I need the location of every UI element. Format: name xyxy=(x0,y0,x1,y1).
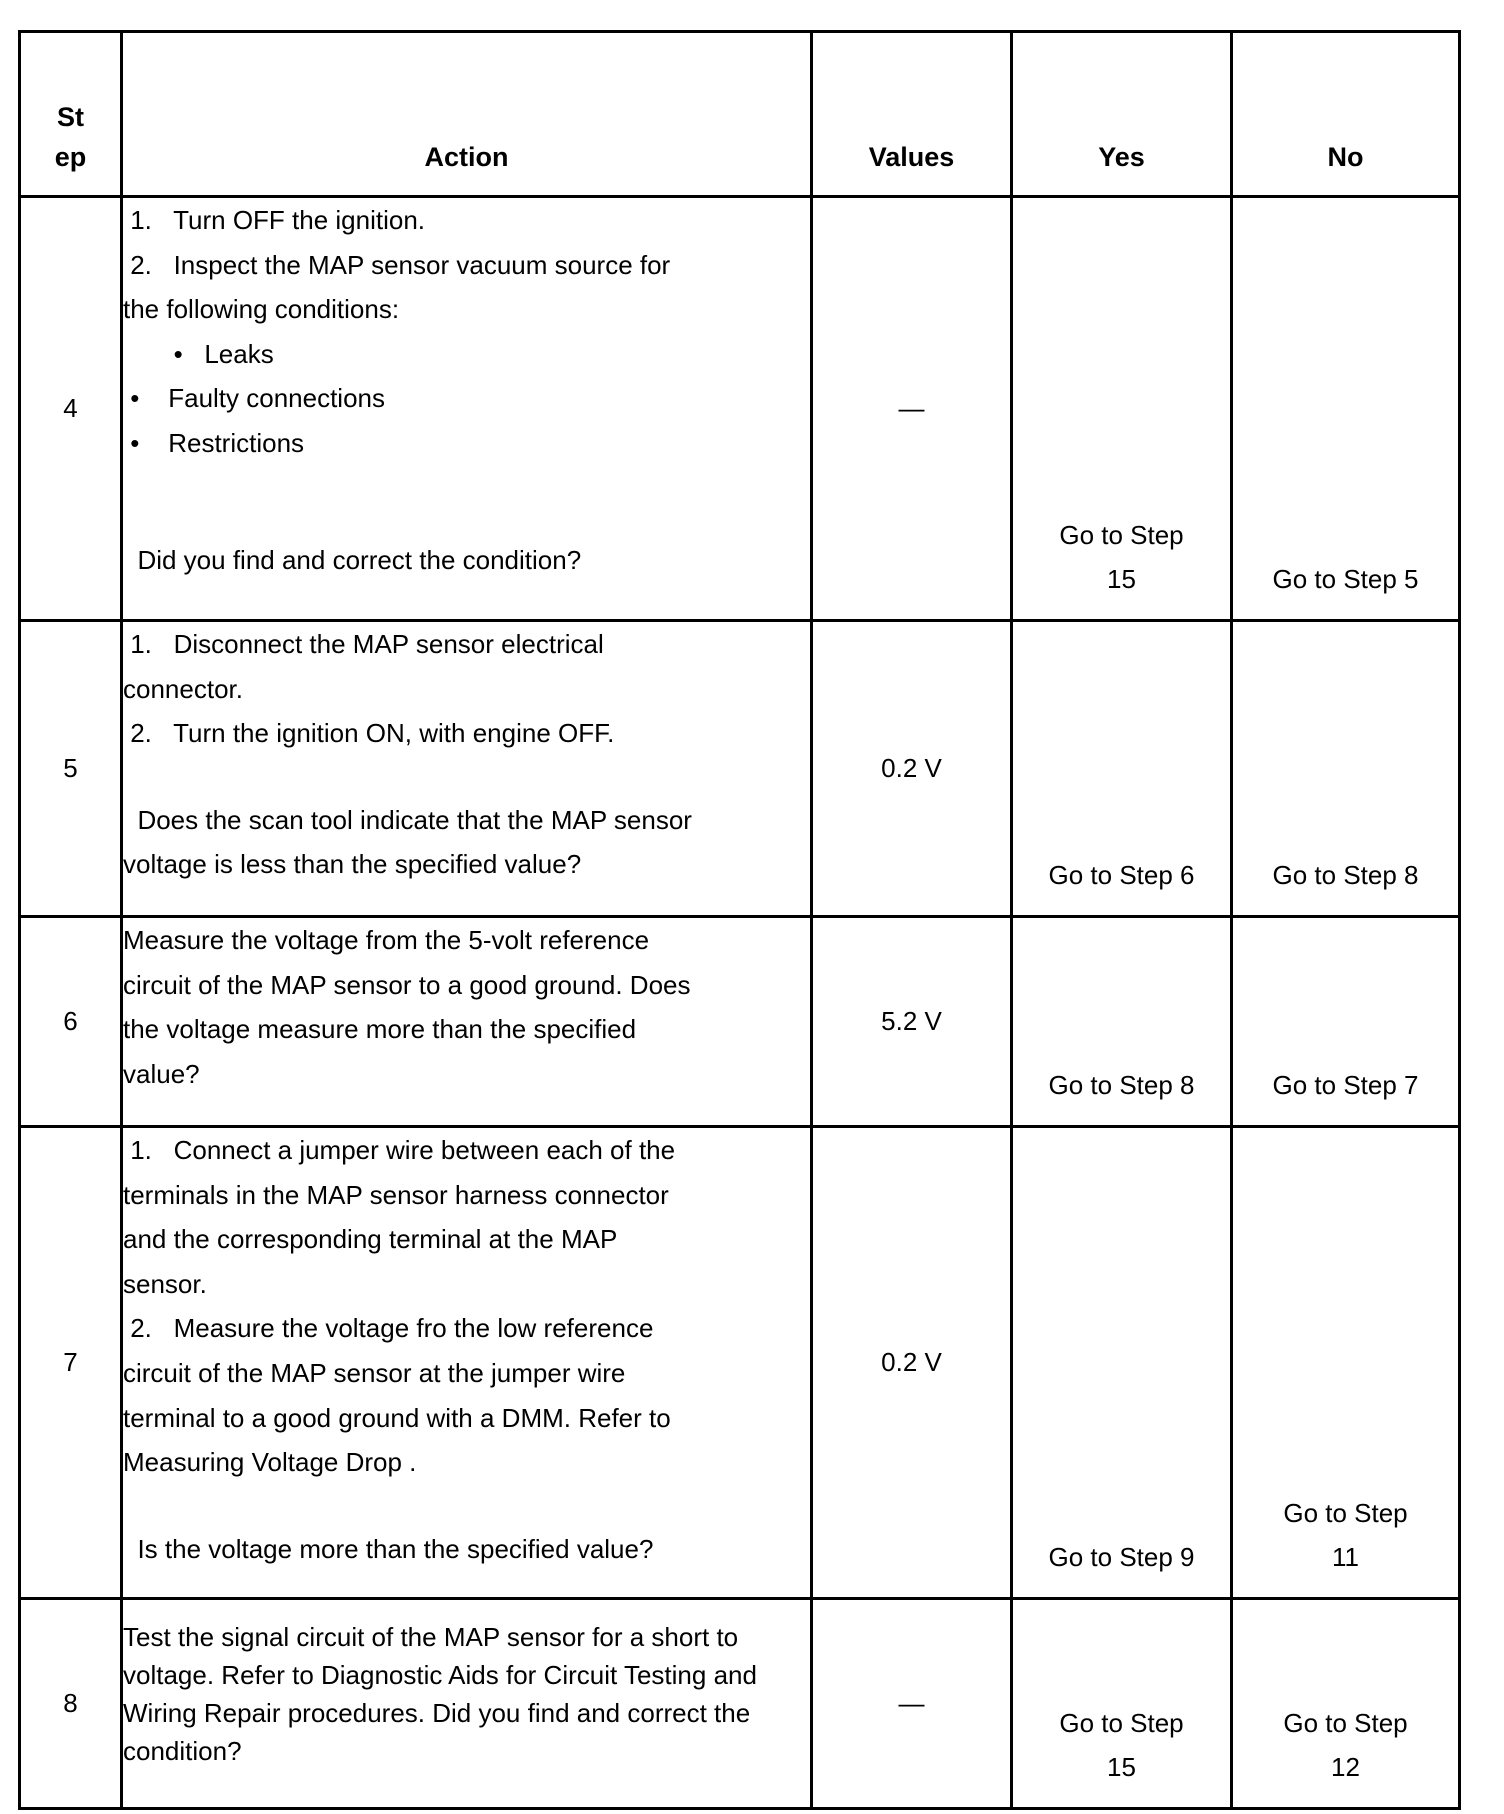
action-line: Test the signal circuit of the MAP sensor for a short to xyxy=(123,1622,739,1652)
action-cell xyxy=(122,917,812,1127)
value-cell: — xyxy=(812,1599,1012,1809)
action-line: terminals in the MAP sensor harness connector xyxy=(123,1179,669,1210)
table-row xyxy=(20,197,1460,621)
action-line: voltage. Refer to Diagnostic Aids for Circuit Testing and xyxy=(123,1660,757,1690)
action-line: 1. Disconnect the MAP sensor electrical xyxy=(123,629,604,659)
action-line: circuit of the MAP sensor at the jumper wire xyxy=(123,1357,626,1388)
action-question: Does the scan tool indicate that the MAP sensor xyxy=(123,804,692,835)
no-cell: Go to Step 12 xyxy=(1232,1599,1460,1809)
action-line: 1. Turn OFF the ignition. xyxy=(123,205,426,235)
header-row xyxy=(20,32,1460,197)
action-line: 1. Connect a jumper wire between each of the xyxy=(123,1135,676,1165)
action-line: Measuring Voltage Drop . xyxy=(123,1447,417,1478)
table-row xyxy=(20,1599,1460,1809)
action-line: • Faulty connections xyxy=(123,383,386,414)
value-cell: 0.2 V xyxy=(812,621,1012,917)
action-cell xyxy=(122,197,812,621)
header-step: St ep xyxy=(20,32,122,197)
action-line: 2. Measure the voltage fro the low reference xyxy=(123,1313,654,1344)
action-question: voltage is less than the specified value? xyxy=(123,849,582,880)
header-action: Action xyxy=(122,32,812,197)
action-line: circuit of the MAP sensor to a good ground. Does xyxy=(123,969,691,1000)
yes-cell: Go to Step 8 xyxy=(1012,917,1232,1127)
yes-cell: Go to Step 6 xyxy=(1012,621,1232,917)
step-number: 7 xyxy=(20,1127,122,1599)
action-cell xyxy=(122,1127,812,1599)
table-row xyxy=(20,917,1460,1127)
step-number: 5 xyxy=(20,621,122,917)
action-line: 2. Inspect the MAP sensor vacuum source for xyxy=(123,249,671,280)
action-line: Wiring Repair procedures. Did you find and correct the xyxy=(123,1698,751,1728)
action-line: • Restrictions xyxy=(123,427,305,458)
value-cell: 5.2 V xyxy=(812,917,1012,1127)
action-line: 2. Turn the ignition ON, with engine OFF. xyxy=(123,718,615,749)
action-line: • Leaks xyxy=(123,338,274,369)
header-values: Values xyxy=(812,32,1012,197)
action-cell xyxy=(122,621,812,917)
no-cell: Go to Step 8 xyxy=(1232,621,1460,917)
header-yes: Yes xyxy=(1012,32,1232,197)
no-cell: Go to Step 11 xyxy=(1232,1127,1460,1599)
action-line: Measure the voltage from the 5-volt reference xyxy=(123,925,650,955)
step-number: 4 xyxy=(20,197,122,621)
no-cell: Go to Step 7 xyxy=(1232,917,1460,1127)
step-number: 8 xyxy=(20,1599,122,1809)
action-question: Is the voltage more than the specified value? xyxy=(123,1533,654,1564)
action-line: the voltage measure more than the specified xyxy=(123,1014,637,1045)
action-line: sensor. xyxy=(123,1268,207,1299)
value-cell: — xyxy=(812,197,1012,621)
value-cell: 0.2 V xyxy=(812,1127,1012,1599)
header-no: No xyxy=(1232,32,1460,197)
yes-cell: Go to Step 9 xyxy=(1012,1127,1232,1599)
diagnostic-table xyxy=(18,30,1461,1810)
action-cell xyxy=(122,1599,812,1809)
action-line: terminal to a good ground with a DMM. Refer to xyxy=(123,1402,671,1433)
table-row xyxy=(20,1127,1460,1599)
action-line: the following conditions: xyxy=(123,294,400,325)
action-question: Did you find and correct the condition? xyxy=(123,544,582,575)
action-line: and the corresponding terminal at the MAP xyxy=(123,1224,618,1255)
no-cell: Go to Step 5 xyxy=(1232,197,1460,621)
table-row xyxy=(20,621,1460,917)
step-number: 6 xyxy=(20,917,122,1127)
action-line: value? xyxy=(123,1058,200,1089)
yes-cell: Go to Step 15 xyxy=(1012,197,1232,621)
action-line: connector. xyxy=(123,673,243,704)
yes-cell: Go to Step 15 xyxy=(1012,1599,1232,1809)
action-line: condition? xyxy=(123,1736,242,1766)
